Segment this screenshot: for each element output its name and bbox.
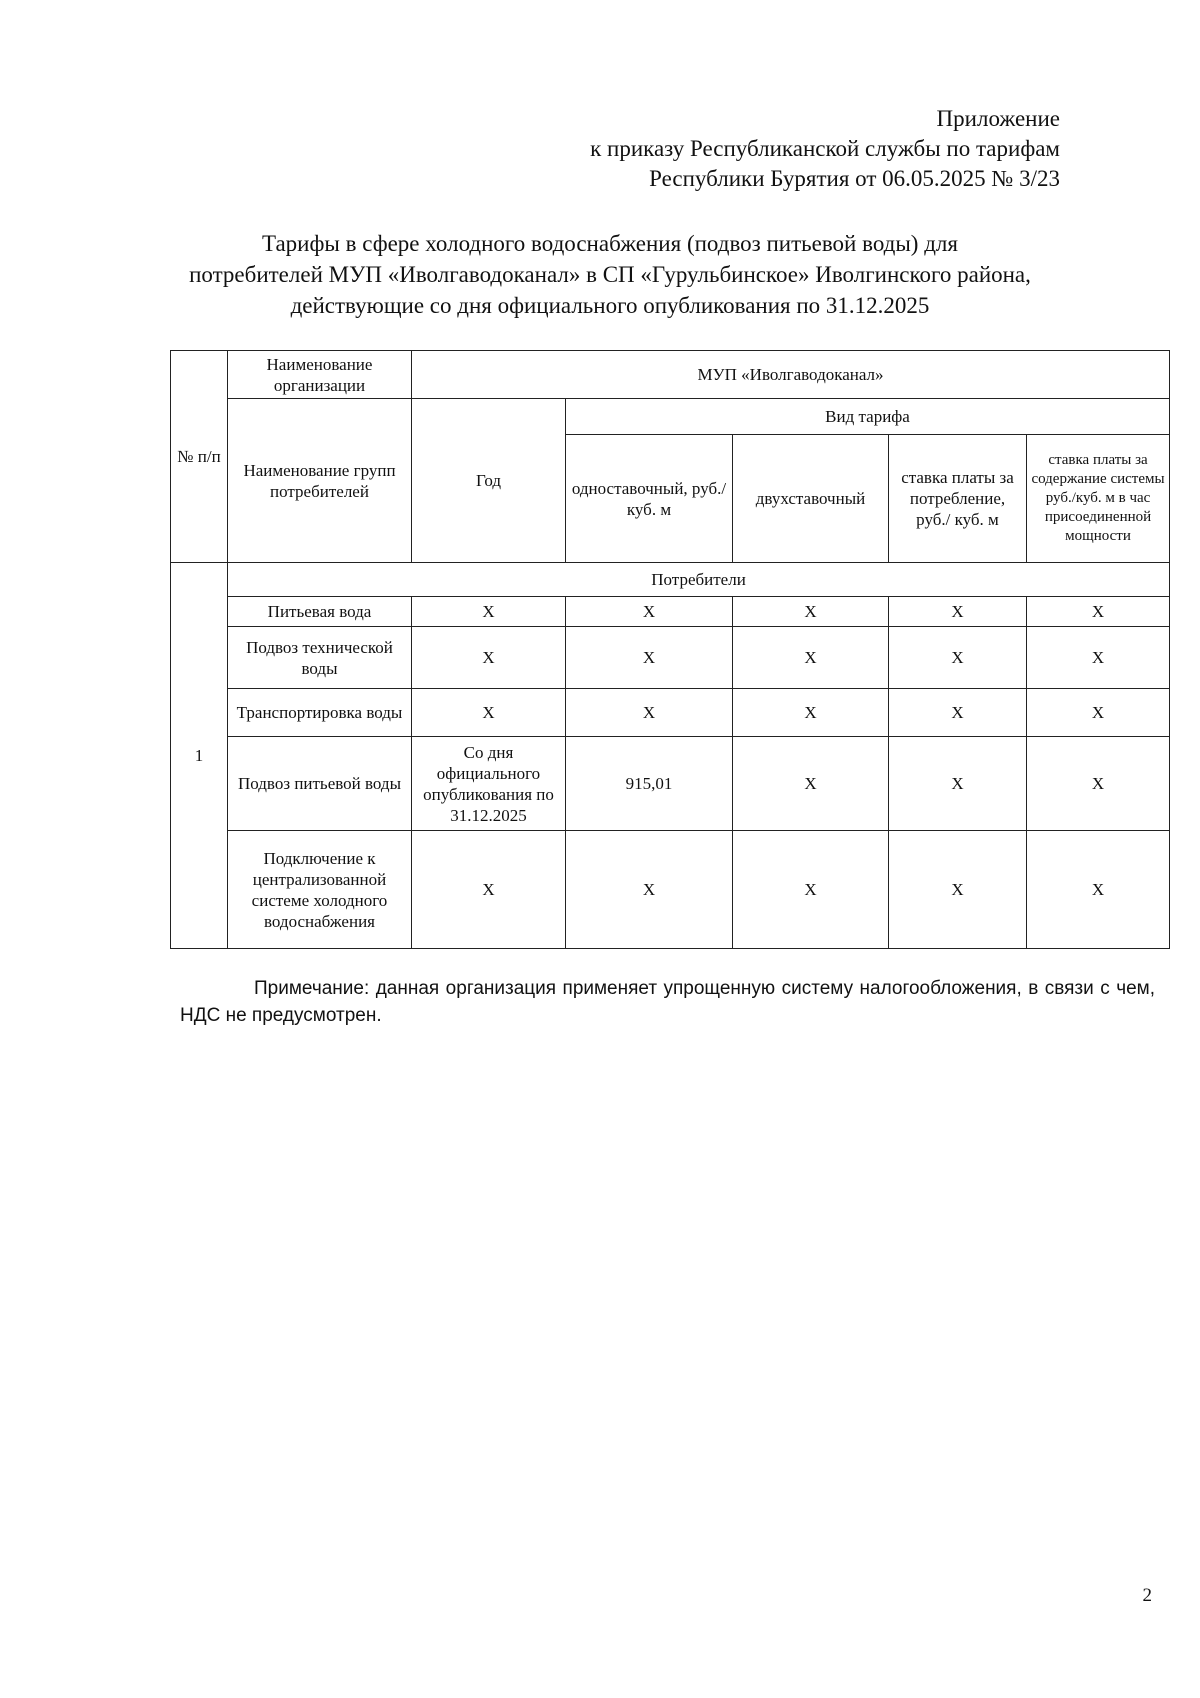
single-rate-cell: X <box>566 831 733 949</box>
year-cell: X <box>412 831 566 949</box>
year-cell: X <box>412 627 566 689</box>
consumption-rate-cell: X <box>889 597 1027 627</box>
tax-note: Примечание: данная организация применяет упрощенную систему налогообложения, в связи с чем, НДС не предусмотрен. <box>180 978 1155 1026</box>
year-cell: X <box>412 689 566 737</box>
appendix-order-ref: к приказу Республиканской службы по тарифам <box>590 136 1060 161</box>
sub-header-two-rate: двухставочный <box>733 435 889 563</box>
consumer-group-name: Питьевая вода <box>228 597 412 627</box>
maintenance-rate-cell: X <box>1027 597 1170 627</box>
sub-header-maintenance-rate: ставка платы за содержание системы руб./куб. м в час присоединенной мощности <box>1027 435 1170 563</box>
tariff-table <box>170 350 1170 949</box>
org-name-value: МУП «Иволгаводоканал» <box>412 351 1170 399</box>
appendix-header <box>590 104 1060 194</box>
two-rate-cell: X <box>733 831 889 949</box>
sub-header-single-rate: одноставочный, руб./ куб. м <box>566 435 733 563</box>
title-line-3: действующие со дня официального опубликования по 31.12.2025 <box>290 293 930 318</box>
maintenance-rate-cell: X <box>1027 737 1170 831</box>
year-cell: X <box>412 597 566 627</box>
table-row <box>171 689 1170 737</box>
single-rate-cell: X <box>566 597 733 627</box>
single-rate-cell: X <box>566 689 733 737</box>
consumer-group-name: Подключение к централизованной системе холодного водоснабжения <box>228 831 412 949</box>
consumer-group-name: Подвоз технической воды <box>228 627 412 689</box>
single-rate-cell: X <box>566 627 733 689</box>
col-header-year: Год <box>412 399 566 563</box>
tariff-type-header: Вид тарифа <box>566 399 1170 435</box>
consumer-group-name: Транспортировка воды <box>228 689 412 737</box>
consumer-group-name: Подвоз питьевой воды <box>228 737 412 831</box>
two-rate-cell: X <box>733 627 889 689</box>
title-line-2: потребителей МУП «Иволгаводоканал» в СП «Гурульбинское» Иволгинского района, <box>189 262 1031 287</box>
two-rate-cell: X <box>733 689 889 737</box>
single-rate-cell: 915,01 <box>566 737 733 831</box>
appendix-label: Приложение <box>936 106 1060 131</box>
consumption-rate-cell: X <box>889 627 1027 689</box>
two-rate-cell: X <box>733 737 889 831</box>
table-row <box>171 597 1170 627</box>
page-number: 2 <box>1142 1585 1152 1606</box>
appendix-order-date: Республики Бурятия от 06.05.2025 № 3/23 <box>649 166 1060 191</box>
sub-header-consumption-rate: ставка платы за потребление, руб./ куб. м <box>889 435 1027 563</box>
consumption-rate-cell: X <box>889 831 1027 949</box>
consumers-label: Потребители <box>228 563 1170 597</box>
table-row <box>171 627 1170 689</box>
col-header-number: № п/п <box>171 351 228 563</box>
row-number: 1 <box>171 563 228 949</box>
maintenance-rate-cell: X <box>1027 689 1170 737</box>
maintenance-rate-cell: X <box>1027 627 1170 689</box>
col-header-consumer-groups: Наименование групп потребителей <box>228 399 412 563</box>
year-cell: Со дня официального опубликования по 31.12.2025 <box>412 737 566 831</box>
title-line-1: Тарифы в сфере холодного водоснабжения (подвоз питьевой воды) для <box>262 231 958 256</box>
maintenance-rate-cell: X <box>1027 831 1170 949</box>
table-row <box>171 831 1170 949</box>
consumption-rate-cell: X <box>889 689 1027 737</box>
two-rate-cell: X <box>733 597 889 627</box>
document-title <box>160 228 1060 321</box>
table-row <box>171 737 1170 831</box>
consumption-rate-cell: X <box>889 737 1027 831</box>
col-header-org-name: Наименование организации <box>228 351 412 399</box>
